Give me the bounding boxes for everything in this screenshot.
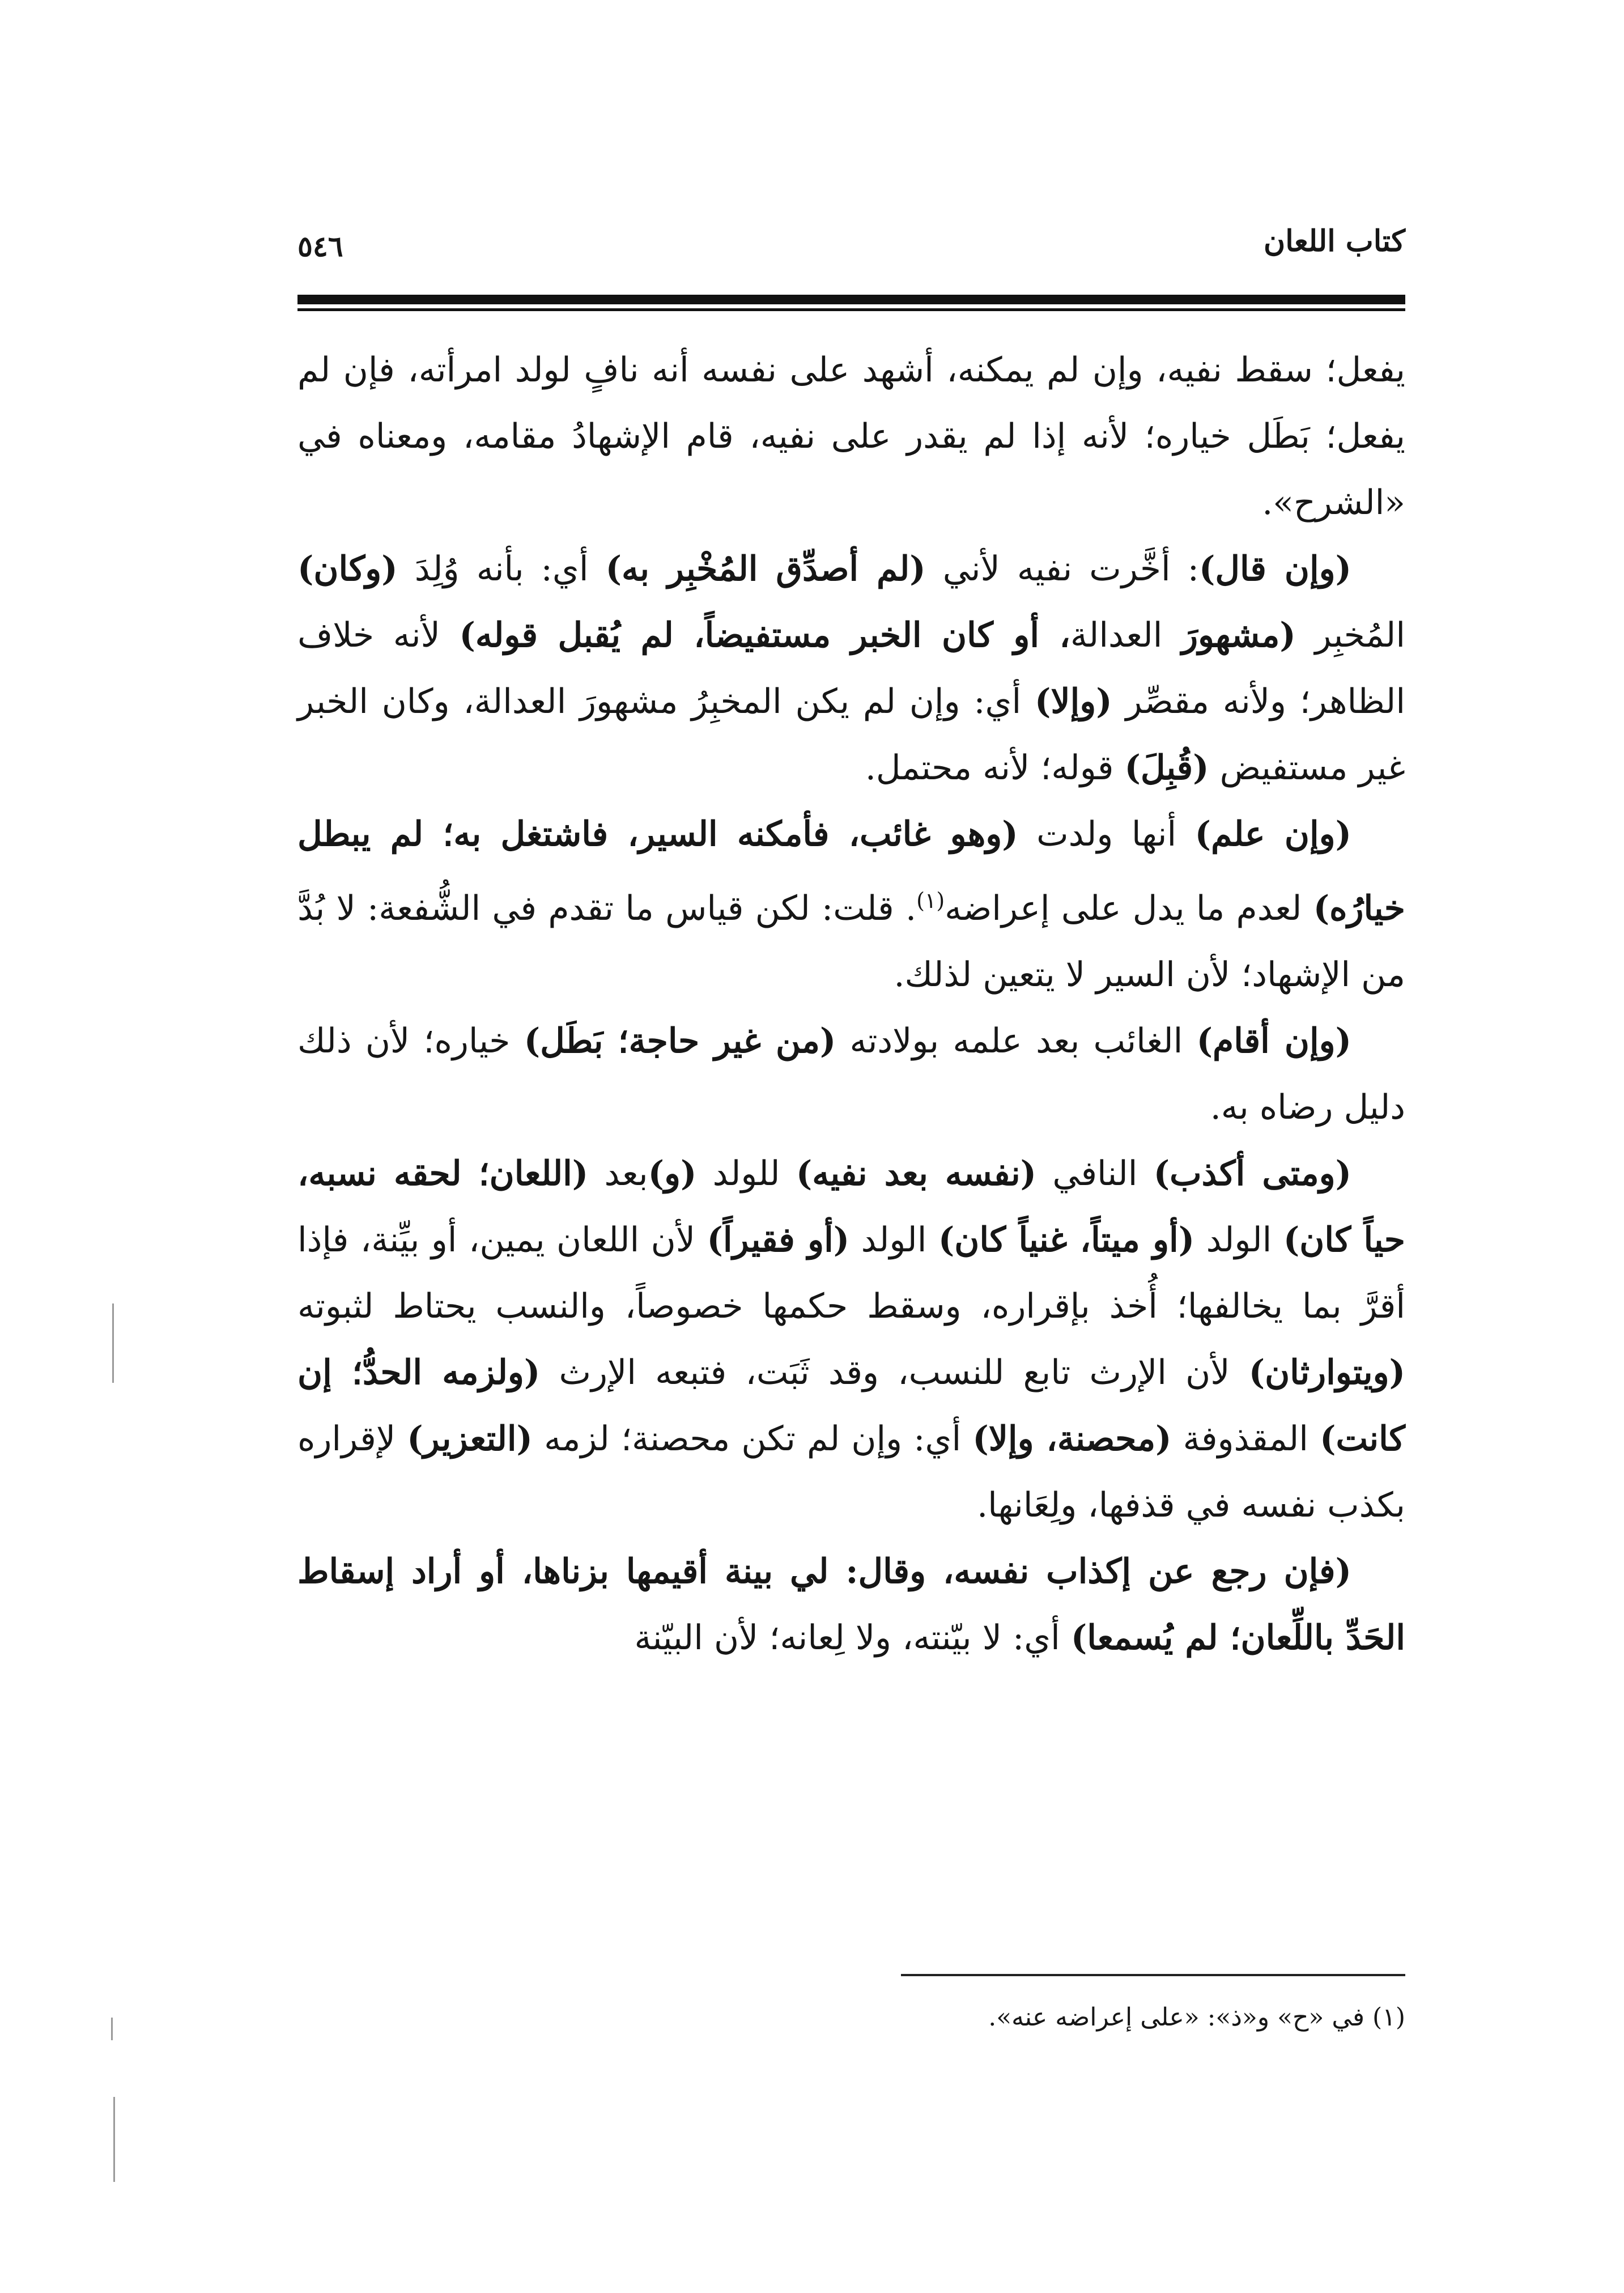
sharh-text: أي: وإن لم يكن المخبِرُ مشهورَ العدالة، وكان الخبر غير مستفيض [297, 682, 1405, 788]
sharh-text: لإقراره بكذب نفسه في قذفها، ولِعَانها. [297, 1419, 1405, 1525]
matn-text: (قُبِلَ) [1124, 748, 1209, 788]
sharh-text: لأن اللعان يمين، أو بيِّنة، فإذا أقرَّ بما يخالفها؛ أُخذ بإقراره، وسقط حكمها خصوصاً، والنسب يحتاط لثبوته [297, 1220, 1405, 1326]
scan-edge-mark [111, 2018, 113, 2040]
matn-text: (فإن رجع عن إكذاب نفسه، وقال: لي بينة أقيمها بزناها، أو أراد إسقاط الحَدِّ باللِّعان؛ لم يُسمعا) [297, 1552, 1405, 1658]
sharh-text: لأنه خلاف الظاهر؛ ولأنه مقصِّر [297, 615, 1405, 721]
matn-text: (أو ميتاً، غنياً كان) [938, 1220, 1195, 1260]
matn-text: ، أو كان الخبر مستفيضاً، لم يُقبل قوله) [459, 615, 1070, 655]
sharh-text: يفعل؛ سقط نفيه، وإن لم يمكنه، أشهد على نفسه أنه نافٍ لولد امرأته، فإن لم يفعل؛ بَطَل خياره؛ لأنه إذا لم يقدر على نفيه، قام الإشهادُ مقامه، ومعناه في «الشرح». [297, 350, 1405, 523]
matn-text: (محصنة، وإلا) [972, 1419, 1172, 1459]
sharh-text: . قلت: لكن قياس ما تقدم في الشُّفعة: لا بُدَّ من الإشهاد؛ لأن السير لا يتعين لذلك. [297, 889, 1405, 995]
sharh-text: خياره؛ لأن ذلك دليل رضاه به. [297, 1021, 1405, 1127]
footnote-separator [901, 1974, 1405, 1976]
sharh-text: للولد [696, 1154, 796, 1194]
header-rule-thick [297, 295, 1405, 304]
matn-text: (ولزمه الحدُّ؛ إن كانت) [297, 1353, 1405, 1459]
matn-text: (من غير حاجة؛ بَطَل) [524, 1021, 836, 1061]
running-title: كتاب اللعان [1264, 224, 1405, 258]
scan-edge-mark [113, 2097, 115, 2182]
page-header [297, 224, 1405, 281]
sharh-text: لأن الإرث تابع للنسب، وقد ثَبَت، فتبعه الإرث [540, 1353, 1249, 1392]
scan-edge-mark [112, 1303, 114, 1383]
sharh-text: : أخَّرت نفيه لأني [925, 549, 1200, 589]
sharh-text: المُخبِر [1295, 615, 1405, 655]
sharh-text: المقذوفة [1171, 1419, 1320, 1459]
matn-text: (وإن أقام) [1196, 1021, 1352, 1061]
paragraph [297, 1008, 1405, 1141]
matn-text: (نفسه بعد نفيه) [796, 1154, 1037, 1194]
matn-text: (وإن قال) [1199, 549, 1352, 589]
matn-text: (ومتى أكذب) [1153, 1154, 1352, 1194]
footnote-ref: (١) [916, 888, 945, 913]
matn-text: (أو فقيراً) [707, 1220, 850, 1260]
sharh-text: الولد [1194, 1220, 1283, 1260]
sharh-text: بعد [588, 1154, 648, 1194]
matn-text: (التعزير) [407, 1419, 533, 1459]
matn-text: (مشهورَ [1181, 615, 1296, 655]
header-rule-thin [297, 308, 1405, 311]
paragraph [297, 801, 1405, 1008]
matn-text: (وهو غائب، فأمكنه السير، فاشتغل به؛ لم يبطل خيارُه) [297, 814, 1405, 928]
page-number: ٥٤٦ [297, 230, 343, 263]
paragraph [297, 337, 1405, 536]
sharh-text: أي: لا بيّنته، ولا لِعانه؛ لأن البيّنة [634, 1618, 1071, 1658]
matn-text: (لم أصدِّق المُخْبِر به) [605, 549, 926, 589]
paragraph [297, 1141, 1405, 1539]
paragraph [297, 1539, 1405, 1671]
sharh-text: أي: وإن لم تكن محصنة؛ لزمه [532, 1419, 973, 1459]
matn-text: (وإن علم) [1194, 814, 1352, 854]
sharh-text: الغائب بعد علمه بولادته [836, 1021, 1197, 1061]
matn-text: (وكان) [297, 549, 398, 589]
sharh-text: قوله؛ لأنه محتمل. [865, 748, 1125, 788]
footnote: (١) في «ح» و«ذ»: «على إعراضه عنه». [988, 2003, 1405, 2032]
matn-text: (ويتوارثان) [1248, 1353, 1405, 1392]
body-text [297, 337, 1405, 1671]
sharh-text: الولد [849, 1220, 938, 1260]
paragraph [297, 536, 1405, 801]
matn-text: (اللعان؛ لحقه نسبه، حياً كان) [297, 1154, 1405, 1260]
sharh-text: أي: بأنه وُلِدَ [397, 549, 606, 589]
sharh-text: العدالة [1070, 615, 1182, 655]
sharh-text: لعدم ما يدل على إعراضه [945, 889, 1313, 928]
matn-text: (وإلا) [1035, 682, 1112, 721]
matn-text: (و) [648, 1154, 697, 1194]
sharh-text: النافي [1036, 1154, 1154, 1194]
sharh-text: أنها ولدت [1018, 814, 1195, 854]
